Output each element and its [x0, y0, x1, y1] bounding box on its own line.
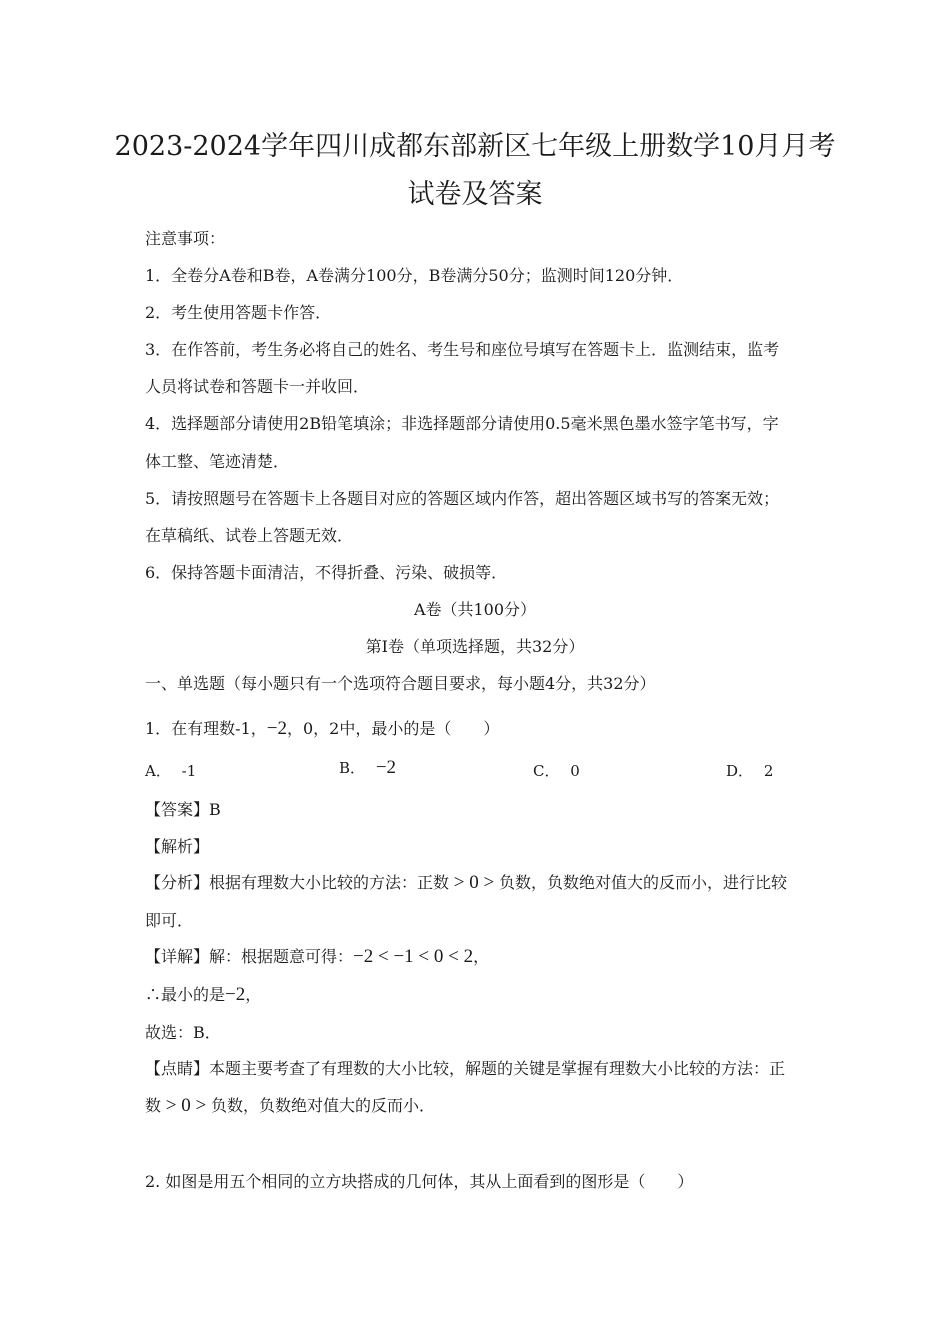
q1-option-a-value: -1 — [181, 762, 197, 780]
q1-stem-math: −2 — [266, 718, 287, 739]
q1-stem-prefix: 1．在有理数-1， — [145, 719, 267, 738]
q1-xiangjie-suffix: ， — [473, 947, 490, 966]
q1-option-c-label: C． — [533, 762, 560, 780]
q1-option-d — [726, 760, 773, 781]
q1-xiangjie-tag: 【详解】 — [145, 947, 210, 966]
q1-answer: 【答案】B — [145, 800, 221, 819]
q1-option-b-value: −2 — [375, 757, 397, 778]
part-1-heading: 第Ⅰ卷（单项选择题，共32分） — [365, 637, 585, 656]
notice-item-1: 1．全卷分A卷和B卷，A卷满分100分，B卷满分50分；监测时间120分钟． — [145, 266, 684, 285]
q1-option-a-label: A． — [145, 762, 171, 780]
q1-option-d-value: 2 — [763, 762, 774, 780]
q1-fenxi-math: > 0 > — [449, 872, 499, 893]
q1-fenxi-suffix: 负数，负数绝对值大的反而小，进行比较 — [498, 873, 787, 892]
question-1-stem — [145, 716, 825, 740]
notice-item-4a: 4．选择题部分请使用2B铅笔填涂；非选择题部分请使用0.5毫米黑色墨水签字笔书写，字 — [145, 414, 779, 433]
q1-option-d-label: D． — [726, 762, 754, 780]
notice-item-2: 2．考生使用答题卡作答． — [145, 303, 332, 322]
q1-dianjing-cont-prefix: 数 — [145, 1096, 162, 1115]
notice-item-3a: 3．在作答前，考生务必将自己的姓名、考生号和座位号填写在答题卡上．监测结束，监考 — [145, 340, 780, 359]
q1-dianjing-cont-math: > 0 > — [161, 1095, 211, 1116]
section-1-heading: 一、单选题（每小题只有一个选项符合题目要求，每小题4分，共32分） — [145, 674, 656, 693]
q1-dianjing-continued — [145, 1093, 825, 1117]
document-title-line1: 2023-2024学年四川成都东部新区七年级上册数学10月月考 — [114, 131, 836, 162]
q1-choose: 故选：B． — [145, 1023, 221, 1042]
notice-item-6: 6．保持答题卡面清洁，不得折叠、污染、破损等． — [145, 563, 508, 582]
notice-item-5a: 5．请按照题号在答题卡上各题目对应的答题区域内作答，超出答题区域书写的答案无效； — [145, 489, 780, 508]
q1-xiangjie-prefix: 解：根据题意可得： — [209, 947, 354, 966]
q1-option-c-value: 0 — [570, 762, 580, 780]
q1-therefore-math: −2 — [225, 984, 246, 1005]
q1-analysis-heading: 【解析】 — [145, 837, 210, 856]
q1-fenxi-tag: 【分析】 — [145, 873, 210, 892]
notice-item-3b: 人员将试卷和答题卡一并收回． — [145, 377, 370, 396]
q1-fenxi-continued: 即可． — [145, 911, 194, 930]
q1-dianjing — [145, 1056, 825, 1079]
q1-stem-suffix: ，0，2中，最小的是（ ） — [287, 719, 500, 738]
q1-therefore-prefix: ∴最小的是 — [145, 985, 226, 1004]
notice-item-5b: 在草稿纸、试卷上答题无效． — [145, 526, 354, 545]
q1-option-b-label: B． — [339, 759, 366, 777]
q1-option-b — [339, 757, 396, 779]
q1-xiangjie — [145, 944, 825, 968]
q1-therefore — [145, 982, 825, 1006]
q1-xiangjie-math: −2 < −1 < 0 < 2 — [353, 946, 474, 967]
notice-item-4b: 体工整、笔迹清楚． — [145, 452, 290, 471]
q1-fenxi — [145, 870, 825, 894]
q1-dianjing-cont-suffix: 负数，负数绝对值大的反而小． — [210, 1096, 435, 1115]
a-paper-heading: A卷（共100分） — [413, 600, 537, 619]
q1-fenxi-prefix: 根据有理数大小比较的方法：正数 — [209, 873, 450, 892]
q1-option-c — [533, 760, 580, 781]
document-title-line2: 试卷及答案 — [407, 179, 543, 210]
q1-dianjing-text: 本题主要考查了有理数的大小比较，解题的关键是掌握有理数大小比较的方法：正 — [209, 1059, 786, 1078]
q1-option-a — [145, 760, 196, 781]
q1-dianjing-tag: 【点睛】 — [145, 1059, 210, 1078]
q1-therefore-suffix: ， — [245, 985, 262, 1004]
notice-heading: 注意事项： — [145, 229, 226, 248]
question-2-stem: 2. 如图是用五个相同的立方块搭成的几何体，其从上面看到的图形是（ ） — [145, 1172, 694, 1191]
